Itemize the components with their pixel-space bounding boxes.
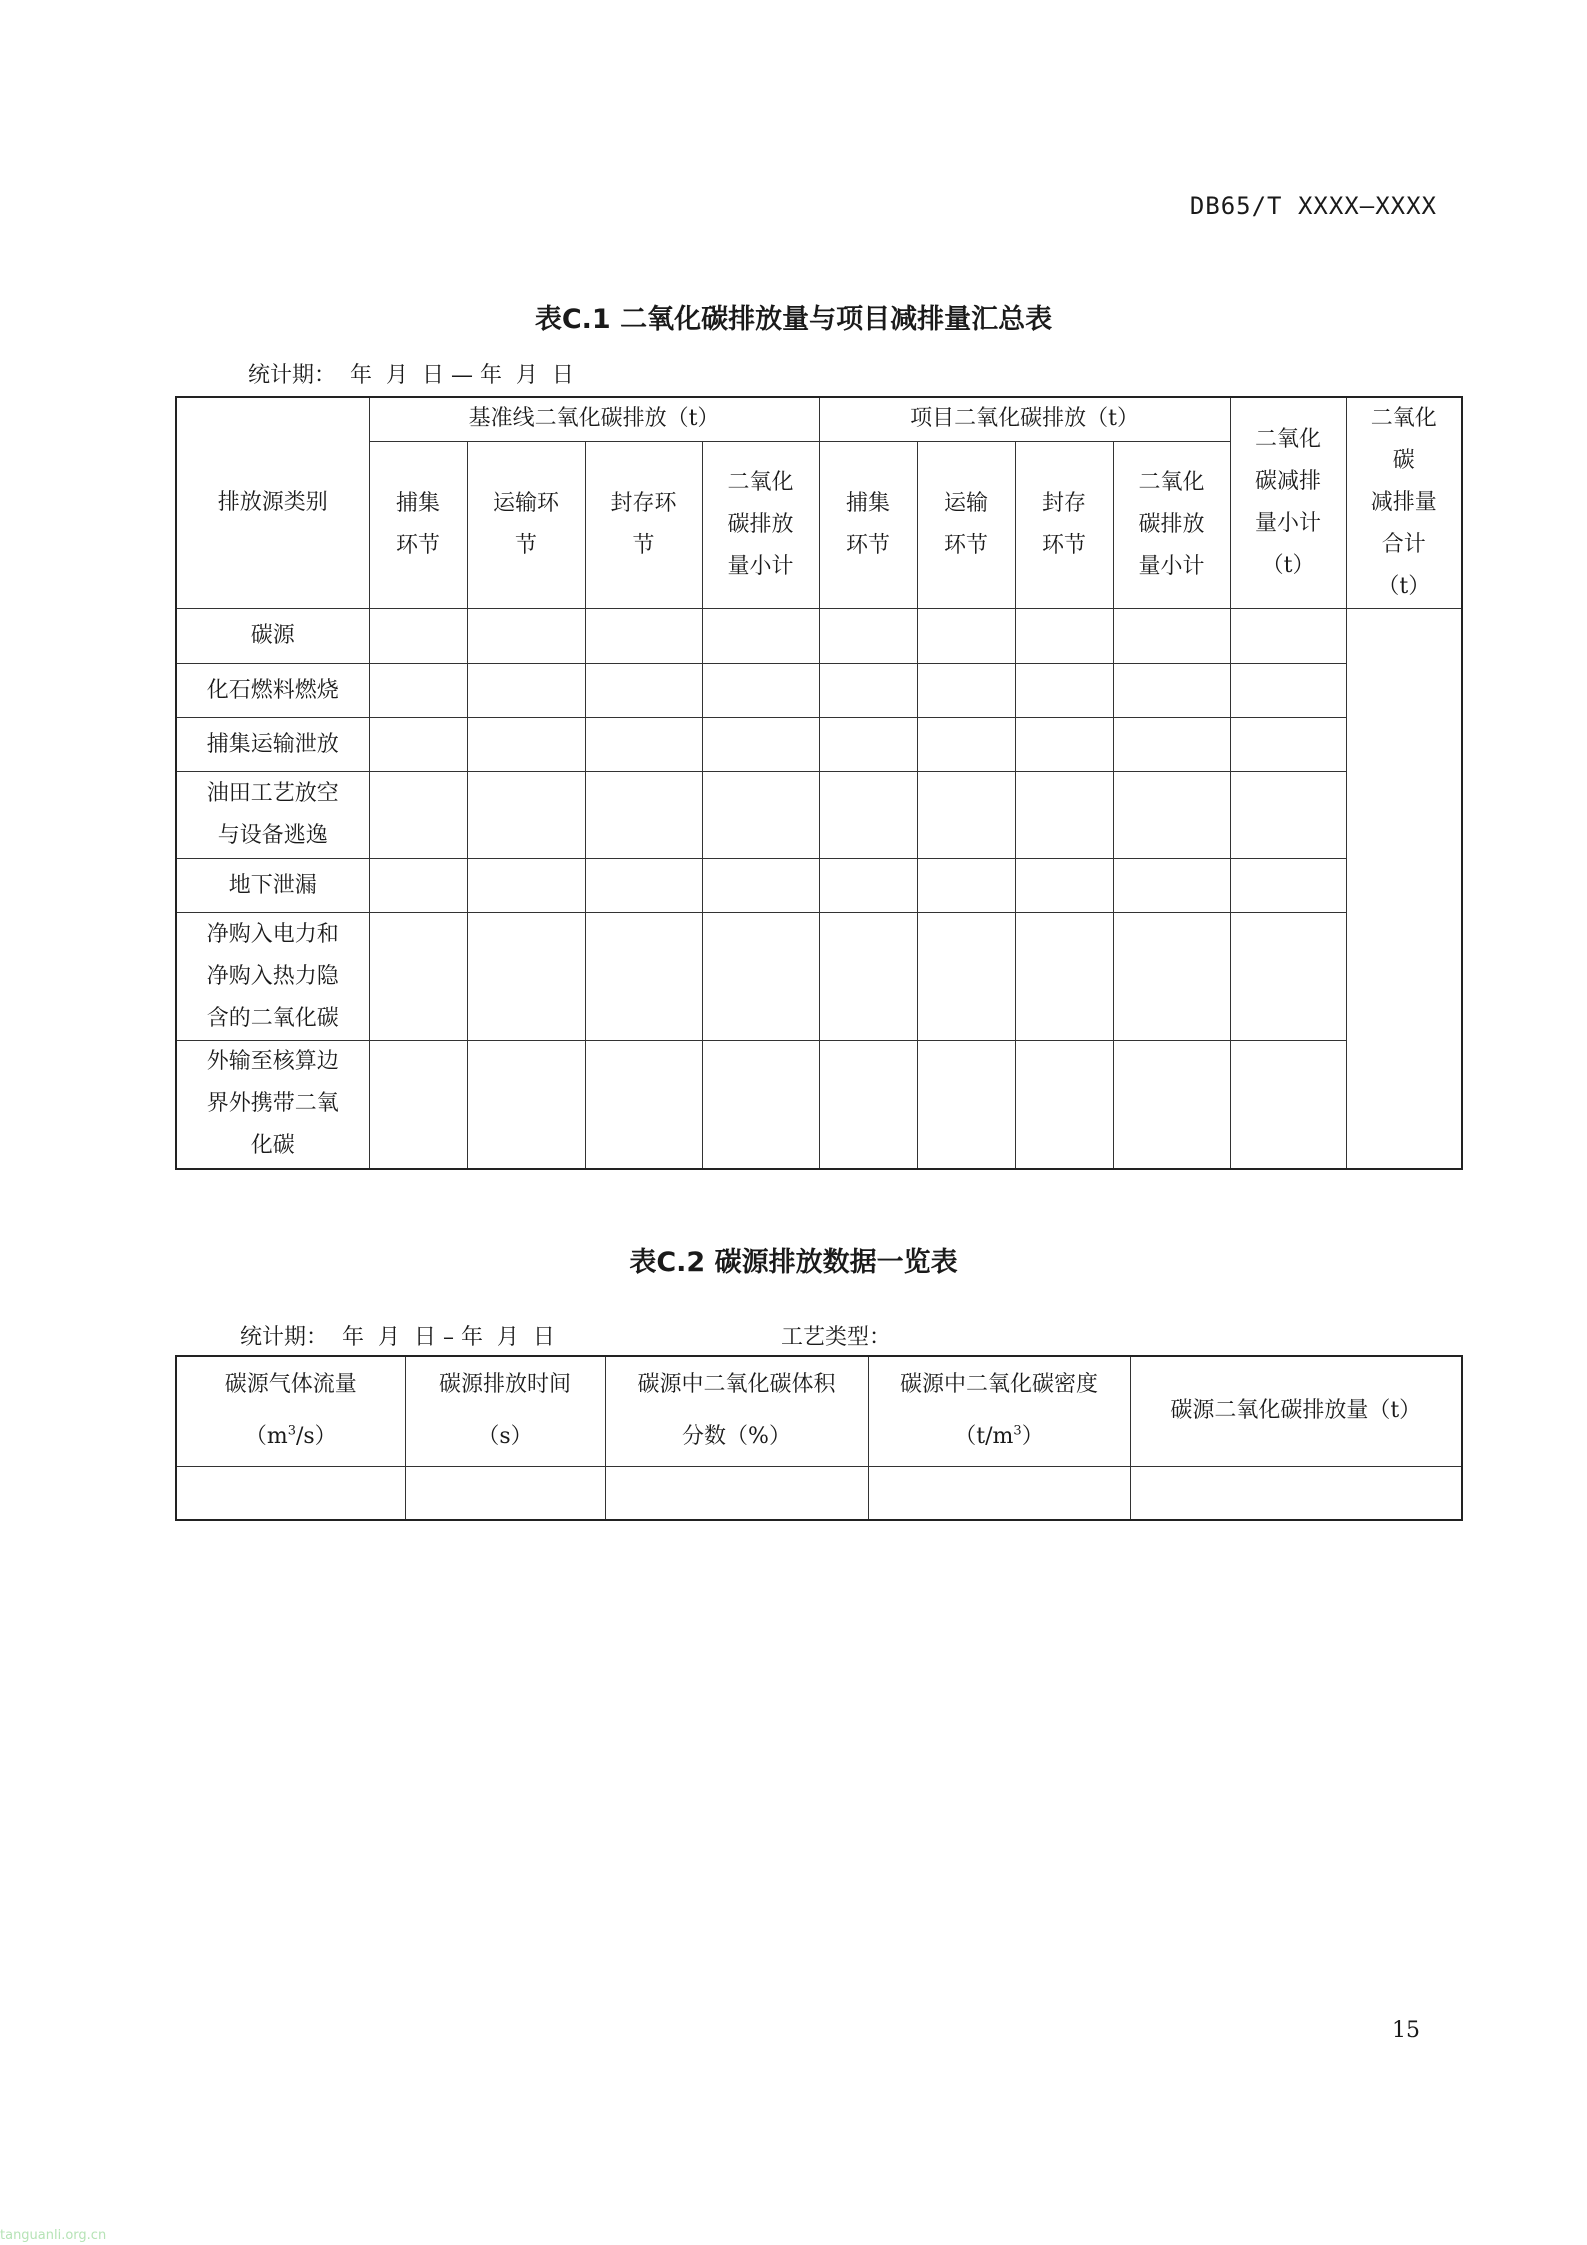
header-project-subtotal: 二氧化 碳排放 量小计 (1113, 441, 1230, 608)
header-baseline-group: 基准线二氧化碳排放（t） (369, 397, 819, 441)
header-project-storage: 封存 环节 (1015, 441, 1113, 608)
header-baseline-storage: 封存环 节 (585, 441, 702, 608)
header-project-transport: 运输 环节 (917, 441, 1015, 608)
data-cell (819, 772, 917, 859)
data-cell (585, 913, 702, 1041)
data-cell (1113, 772, 1230, 859)
row-label: 油田工艺放空 与设备逃逸 (176, 772, 369, 859)
header-emission-time (405, 1356, 605, 1466)
data-cell (1113, 859, 1230, 913)
data-cell (1113, 1041, 1230, 1169)
data-cell (1015, 772, 1113, 859)
table2-title: 表C.2 碳源排放数据一览表 (629, 1247, 958, 1278)
volume-fraction-unit: 分数（%） (682, 1424, 791, 1450)
data-cell (917, 664, 1015, 718)
table-row (176, 664, 1462, 718)
data-cell (702, 772, 819, 859)
data-cell (1113, 664, 1230, 718)
data-cell (1230, 1041, 1346, 1169)
data-cell (1130, 1466, 1462, 1520)
data-cell (917, 609, 1015, 664)
data-cell (605, 1466, 868, 1520)
data-cell (1015, 1041, 1113, 1169)
emission-time-unit: （s） (477, 1424, 533, 1450)
data-cell (702, 718, 819, 772)
data-cell (702, 913, 819, 1041)
data-cell (819, 1041, 917, 1169)
data-cell (819, 609, 917, 664)
data-cell (1015, 609, 1113, 664)
data-cell (1015, 718, 1113, 772)
data-cell (1015, 664, 1113, 718)
row-label: 捕集运输泄放 (176, 718, 369, 772)
carbon-source-data-table (175, 1355, 1463, 1521)
data-cell (369, 609, 467, 664)
header-source-category: 排放源类别 (176, 397, 369, 609)
data-cell (467, 718, 585, 772)
data-cell (585, 718, 702, 772)
density-label: 碳源中二氧化碳密度 (899, 1372, 1098, 1398)
row-label: 化石燃料燃烧 (176, 664, 369, 718)
table-row (176, 913, 1462, 1041)
header-reduction-subtotal: 二氧化 碳减排 量小计 （t） (1230, 397, 1346, 609)
table-row (176, 859, 1462, 913)
data-cell (585, 1041, 702, 1169)
data-cell (917, 1041, 1015, 1169)
table-row (176, 718, 1462, 772)
table1-period: 统计期： 年 月 日 — 年 月 日 (248, 363, 574, 388)
data-cell (369, 913, 467, 1041)
data-cell (819, 718, 917, 772)
watermark: tanguanli.org.cn (0, 2228, 107, 2243)
data-cell (1230, 609, 1346, 664)
data-cell (467, 913, 585, 1041)
row-label: 碳源 (176, 609, 369, 664)
data-cell (868, 1466, 1130, 1520)
data-cell (1230, 664, 1346, 718)
data-cell (917, 913, 1015, 1041)
emission-time-label: 碳源排放时间 (438, 1372, 571, 1398)
table2-period: 统计期： 年 月 日 – 年 月 日 (240, 1325, 555, 1350)
data-cell (917, 772, 1015, 859)
table1-title: 表C.1 二氧化碳排放量与项目减排量汇总表 (534, 304, 1053, 335)
data-cell (585, 609, 702, 664)
header-co2-volume-fraction (605, 1356, 868, 1466)
data-cell (819, 859, 917, 913)
header-co2-density (868, 1356, 1130, 1466)
data-cell (176, 1466, 405, 1520)
table-row (176, 772, 1462, 859)
data-cell (819, 913, 917, 1041)
data-cell (585, 859, 702, 913)
header-co2-emission: 碳源二氧化碳排放量（t） (1130, 1356, 1462, 1466)
header-project-capture: 捕集 环节 (819, 441, 917, 608)
data-cell (917, 859, 1015, 913)
data-cell (1230, 913, 1346, 1041)
data-cell (467, 1041, 585, 1169)
header-baseline-capture: 捕集 环节 (369, 441, 467, 608)
emission-summary-table (175, 396, 1463, 1170)
data-cell (369, 718, 467, 772)
data-cell (702, 1041, 819, 1169)
header-gas-flow (176, 1356, 405, 1466)
table-row (176, 1466, 1462, 1520)
data-cell (917, 718, 1015, 772)
reduction-total-cell (1346, 609, 1462, 1169)
data-cell (702, 859, 819, 913)
data-cell (467, 609, 585, 664)
data-cell (702, 609, 819, 664)
data-cell (369, 772, 467, 859)
data-cell (405, 1466, 605, 1520)
data-cell (369, 664, 467, 718)
header-baseline-subtotal: 二氧化 碳排放 量小计 (702, 441, 819, 608)
volume-fraction-label: 碳源中二氧化碳体积 (637, 1372, 836, 1398)
data-cell (467, 859, 585, 913)
row-label: 净购入电力和 净购入热力隐 含的二氧化碳 (176, 913, 369, 1041)
data-cell (1230, 718, 1346, 772)
standard-code: DB65/T XXXX—XXXX (1189, 192, 1437, 220)
data-cell (702, 664, 819, 718)
data-cell (467, 664, 585, 718)
row-label: 外输至核算边 界外携带二氧 化碳 (176, 1041, 369, 1169)
data-cell (585, 772, 702, 859)
data-cell (467, 772, 585, 859)
page-number: 15 (1392, 2018, 1420, 2043)
row-label: 地下泄漏 (176, 859, 369, 913)
gas-flow-label: 碳源气体流量 (224, 1372, 357, 1398)
process-type-label: 工艺类型： (781, 1325, 892, 1350)
data-cell (1113, 913, 1230, 1041)
header-reduction-total: 二氧化 碳 减排量 合计 （t） (1346, 397, 1462, 609)
data-cell (369, 859, 467, 913)
header-project-group: 项目二氧化碳排放（t） (819, 397, 1230, 441)
data-cell (1015, 913, 1113, 1041)
data-cell (1230, 772, 1346, 859)
data-cell (819, 664, 917, 718)
data-cell (1015, 859, 1113, 913)
data-cell (1230, 859, 1346, 913)
density-unit: $(t/m^3)$ (954, 1423, 1044, 1450)
table-row (176, 609, 1462, 664)
gas-flow-unit: $(m^3/s)$ (244, 1423, 337, 1450)
table-row (176, 1041, 1462, 1169)
data-cell (1113, 718, 1230, 772)
header-baseline-transport: 运输环 节 (467, 441, 585, 608)
data-cell (1113, 609, 1230, 664)
data-cell (585, 664, 702, 718)
data-cell (369, 1041, 467, 1169)
